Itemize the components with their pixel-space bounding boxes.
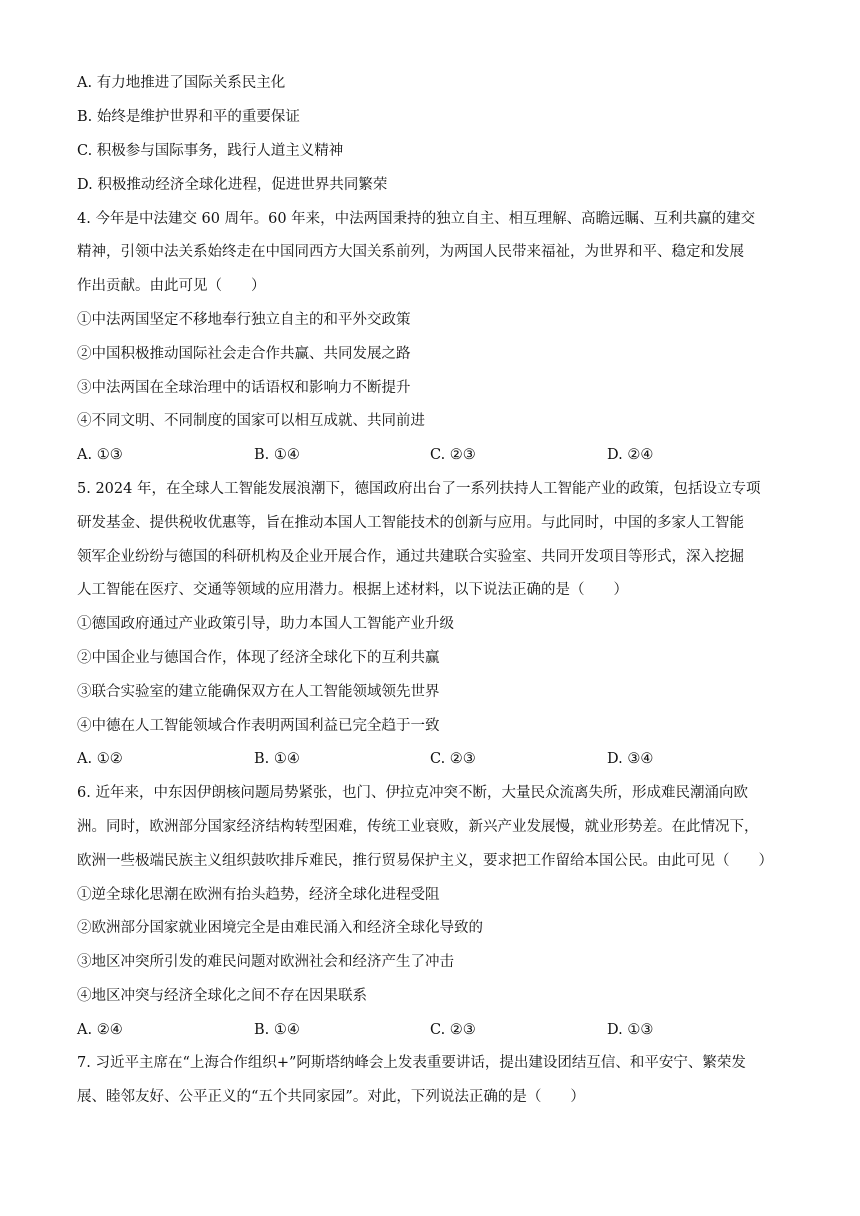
q4-stem-line-3: 作出贡献。由此可见（ ） bbox=[77, 278, 266, 294]
q6-option-a[interactable]: A. ②④ bbox=[77, 1022, 123, 1038]
q5-stem-line-1: 5. 2024 年，在全球人工智能发展浪潮下，德国政府出台了一系列扶持人工智能产业的政策，包括设立专项 bbox=[77, 481, 761, 497]
q6-options bbox=[77, 1020, 797, 1040]
q4-statement-1: ①中法两国坚定不移地奉行独立自主的和平外交政策 bbox=[77, 312, 411, 328]
q6-option-d[interactable]: D. ①③ bbox=[607, 1022, 654, 1038]
q4-statement-4: ④不同文明、不同制度的国家可以相互成就、共同前进 bbox=[77, 413, 425, 429]
q6-statement-4: ④地区冲突与经济全球化之间不存在因果联系 bbox=[77, 988, 367, 1004]
q6-statement-3: ③地区冲突所引发的难民问题对欧洲社会和经济产生了冲击 bbox=[77, 954, 454, 970]
q5-stem-line-3: 领军企业纷纷与德国的科研机构及企业开展合作，通过共建联合实验室、共同开发项目等形式，深入挖掘 bbox=[77, 549, 744, 565]
q4-stem-line-1: 4. 今年是中法建交 60 周年。60 年来，中法两国秉持的独立自主、相互理解、高瞻远瞩、互利共赢的建交 bbox=[77, 211, 756, 227]
q5-option-a[interactable]: A. ①② bbox=[77, 751, 123, 767]
q6-statement-1: ①逆全球化思潮在欧洲有抬头趋势，经济全球化进程受阻 bbox=[77, 887, 440, 903]
q3-option-c: C. 积极参与国际事务，践行人道主义精神 bbox=[77, 143, 344, 159]
q3-option-a: A. 有力地推进了国际关系民主化 bbox=[77, 75, 286, 91]
q4-stem-line-2: 精神，引领中法关系始终走在中国同西方大国关系前列，为两国人民带来福祉，为世界和平、稳定和发展 bbox=[77, 244, 744, 260]
q6-stem-line-1: 6. 近年来，中东因伊朗核问题局势紧张，也门、伊拉克冲突不断，大量民众流离失所，形成难民潮涌向欧 bbox=[77, 785, 748, 801]
q4-statement-2: ②中国积极推动国际社会走合作共赢、共同发展之路 bbox=[77, 346, 411, 362]
q7-stem-line-1: 7. 习近平主席在“上海合作组织+”阿斯塔纳峰会上发表重要讲话，提出建设团结互信、和平安宁、繁荣发 bbox=[77, 1055, 746, 1071]
q6-stem-line-3: 欧洲一些极端民族主义组织鼓吹排斥难民，推行贸易保护主义，要求把工作留给本国公民。由此可见（ ） bbox=[77, 853, 773, 869]
q5-statement-3: ③联合实验室的建立能确保双方在人工智能领域领先世界 bbox=[77, 684, 440, 700]
q7-stem-line-2: 展、睦邻友好、公平正义的“五个共同家园”。对此，下列说法正确的是（ ） bbox=[77, 1089, 585, 1105]
q6-option-c[interactable]: C. ②③ bbox=[430, 1022, 476, 1038]
q6-option-b[interactable]: B. ①④ bbox=[254, 1022, 300, 1038]
q3-option-b: B. 始终是维护世界和平的重要保证 bbox=[77, 109, 300, 125]
q5-statement-1: ①德国政府通过产业政策引导，助力本国人工智能产业升级 bbox=[77, 616, 454, 632]
q6-statement-2: ②欧洲部分国家就业困境完全是由难民涌入和经济全球化导致的 bbox=[77, 920, 483, 936]
q4-option-d[interactable]: D. ②④ bbox=[607, 447, 654, 463]
q5-option-c[interactable]: C. ②③ bbox=[430, 751, 476, 767]
q6-stem-line-2: 洲。同时，欧洲部分国家经济结构转型困难，传统工业衰败，新兴产业发展慢，就业形势差。在此情况下， bbox=[77, 819, 759, 835]
q4-option-b[interactable]: B. ①④ bbox=[254, 447, 300, 463]
q4-option-a[interactable]: A. ①③ bbox=[77, 447, 123, 463]
q5-statement-4: ④中德在人工智能领域合作表明两国利益已完全趋于一致 bbox=[77, 718, 440, 734]
q4-statement-3: ③中法两国在全球治理中的话语权和影响力不断提升 bbox=[77, 380, 411, 396]
q5-statement-2: ②中国企业与德国合作，体现了经济全球化下的互利共赢 bbox=[77, 650, 440, 666]
q5-stem-line-4: 人工智能在医疗、交通等领域的应用潜力。根据上述材料，以下说法正确的是（ ） bbox=[77, 582, 628, 598]
q3-option-d: D. 积极推动经济全球化进程，促进世界共同繁荣 bbox=[77, 177, 388, 193]
q5-options bbox=[77, 749, 797, 769]
q4-option-c[interactable]: C. ②③ bbox=[430, 447, 476, 463]
q4-options bbox=[77, 445, 797, 465]
q5-option-b[interactable]: B. ①④ bbox=[254, 751, 300, 767]
q5-stem-line-2: 研发基金、提供税收优惠等，旨在推动本国人工智能技术的创新与应用。与此同时，中国的多家人工智能 bbox=[77, 515, 744, 531]
q5-option-d[interactable]: D. ③④ bbox=[607, 751, 654, 767]
